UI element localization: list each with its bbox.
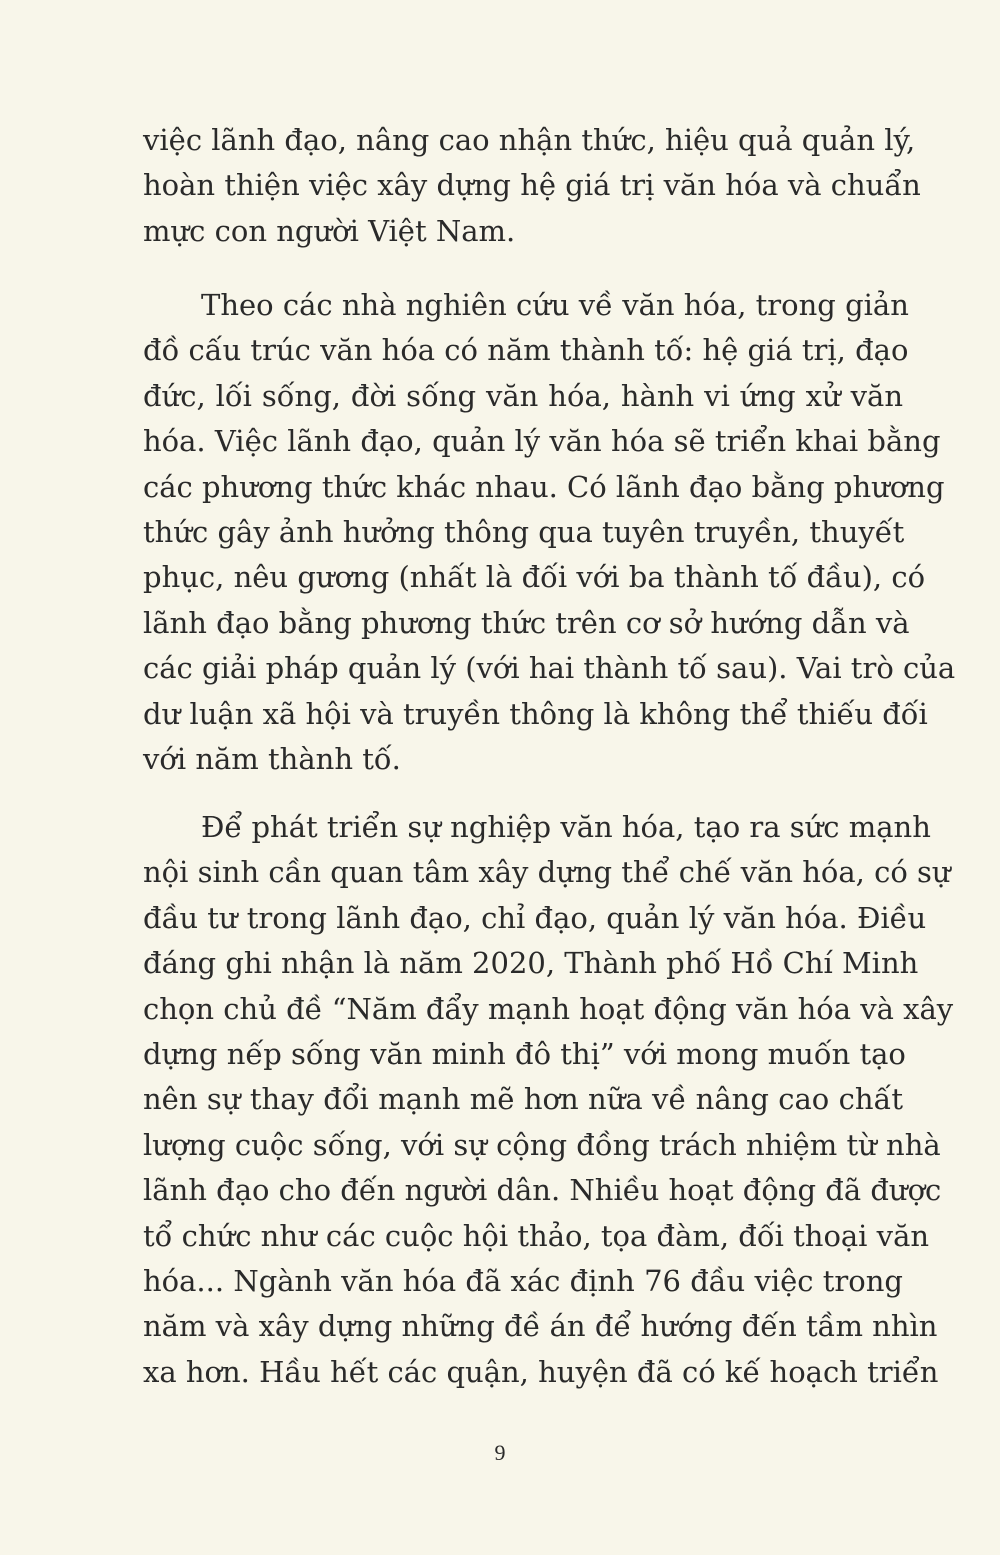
paragraph-line: xa hơn. Hầu hết các quận, huyện đã có kế hoạch triển bbox=[143, 1354, 939, 1389]
page-number: 9 bbox=[494, 1440, 506, 1465]
paragraph-line: lãnh đạo bằng phương thức trên cơ sở hướng dẫn và bbox=[143, 605, 910, 640]
paragraph-line: hoàn thiện việc xây dựng hệ giá trị văn hóa và chuẩn bbox=[143, 168, 921, 203]
paragraph-line: hóa... Ngành văn hóa đã xác định 76 đầu việc trong bbox=[143, 1263, 903, 1298]
paragraph-line: năm và xây dựng những đề án để hướng đến tầm nhìn bbox=[143, 1309, 938, 1344]
paragraph-1 bbox=[143, 118, 921, 254]
paragraph-line: lãnh đạo cho đến người dân. Nhiều hoạt động đã được bbox=[143, 1173, 942, 1208]
paragraph-3 bbox=[143, 805, 954, 1395]
paragraph-line: lượng cuộc sống, với sự cộng đồng trách nhiệm từ nhà bbox=[143, 1127, 941, 1162]
paragraph-line: mực con người Việt Nam. bbox=[143, 213, 516, 248]
paragraph-line: dư luận xã hội và truyền thông là không thể thiếu đối bbox=[143, 696, 928, 731]
paragraph-line: phục, nêu gương (nhất là đối với ba thành tố đầu), có bbox=[143, 560, 926, 595]
paragraph-line: chọn chủ đề “Năm đẩy mạnh hoạt động văn hóa và xây bbox=[143, 991, 954, 1026]
paragraph-line: đáng ghi nhận là năm 2020, Thành phố Hồ Chí Minh bbox=[143, 946, 919, 981]
paragraph-line: Để phát triển sự nghiệp văn hóa, tạo ra sức mạnh bbox=[201, 810, 931, 844]
paragraph-line: đầu tư trong lãnh đạo, chỉ đạo, quản lý văn hóa. Điều bbox=[143, 900, 927, 935]
paragraph-line: Theo các nhà nghiên cứu về văn hóa, trong giản bbox=[201, 288, 909, 322]
paragraph-line: nội sinh cần quan tâm xây dựng thể chế văn hóa, có sự bbox=[143, 855, 951, 890]
paragraph-line: nên sự thay đổi mạnh mẽ hơn nữa về nâng cao chất bbox=[143, 1082, 903, 1117]
paragraph-line: tổ chức như các cuộc hội thảo, tọa đàm, đối thoại văn bbox=[143, 1218, 930, 1253]
paragraph-line: đồ cấu trúc văn hóa có năm thành tố: hệ giá trị, đạo bbox=[143, 333, 909, 368]
paragraph-line: hóa. Việc lãnh đạo, quản lý văn hóa sẽ triển khai bằng bbox=[143, 424, 941, 459]
paragraph-line: thức gây ảnh hưởng thông qua tuyên truyền, thuyết bbox=[143, 514, 905, 549]
paragraph-2 bbox=[143, 283, 956, 782]
paragraph-line: việc lãnh đạo, nâng cao nhận thức, hiệu quả quản lý, bbox=[143, 123, 916, 157]
paragraph-line: dựng nếp sống văn minh đô thị” với mong muốn tạo bbox=[143, 1036, 906, 1071]
paragraph-line: với năm thành tố. bbox=[143, 741, 401, 776]
paragraph-line: đức, lối sống, đời sống văn hóa, hành vi ứng xử văn bbox=[143, 378, 903, 413]
paragraph-line: các phương thức khác nhau. Có lãnh đạo bằng phương bbox=[143, 469, 945, 504]
paragraph-line: các giải pháp quản lý (với hai thành tố sau). Vai trò của bbox=[143, 651, 956, 686]
